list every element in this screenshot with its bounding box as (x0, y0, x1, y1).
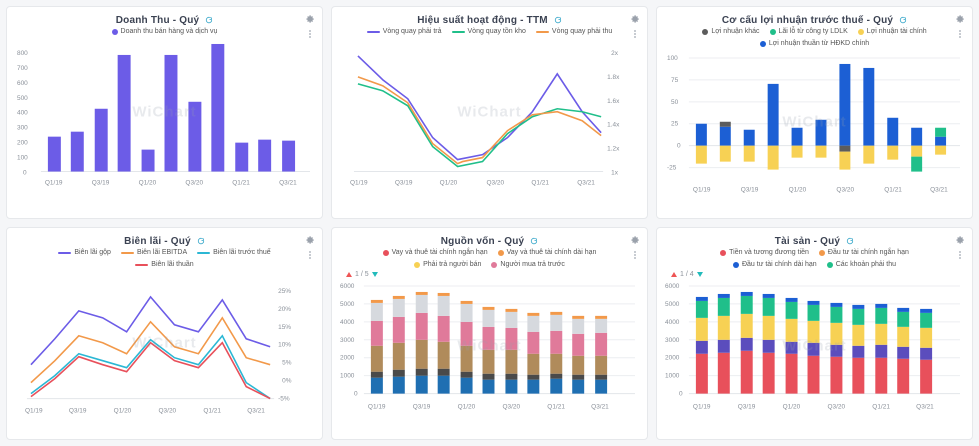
page-title (15, 236, 314, 247)
legend-item[interactable] (112, 27, 218, 36)
refresh-icon[interactable] (554, 16, 562, 24)
card-title-text: Biên lãi - Quý (124, 236, 191, 247)
svg-text:Q1/20: Q1/20 (439, 179, 458, 187)
svg-text:800: 800 (16, 49, 28, 57)
svg-text:-5%: -5% (278, 395, 290, 403)
pager-note[interactable] (346, 271, 639, 278)
legend-label: Người mua trả trước (500, 261, 565, 268)
svg-text:200: 200 (16, 139, 28, 147)
svg-text:2x: 2x (611, 49, 618, 57)
legend-label: Biên lãi thuần (151, 261, 194, 268)
chart-nguon-von (340, 279, 639, 419)
svg-text:Q1/21: Q1/21 (872, 403, 890, 411)
chart-tai-san (665, 279, 964, 419)
page-title (340, 236, 639, 247)
gear-icon[interactable] (954, 234, 965, 245)
svg-text:Q1/20: Q1/20 (138, 179, 157, 187)
svg-text:700: 700 (16, 64, 28, 72)
gear-icon[interactable] (629, 234, 640, 245)
svg-text:0: 0 (676, 142, 681, 150)
svg-text:Q1/21: Q1/21 (547, 403, 565, 411)
legend-item[interactable] (819, 248, 909, 257)
legend-item[interactable] (491, 260, 564, 269)
svg-text:Q1/20: Q1/20 (788, 186, 807, 194)
gear-icon[interactable] (304, 234, 315, 245)
legend-label: Vòng quay tồn kho (467, 28, 526, 35)
watermark: WiChart (132, 103, 197, 121)
svg-text:Q3/19: Q3/19 (412, 403, 431, 411)
svg-text:4000: 4000 (340, 318, 355, 326)
page-title (340, 15, 639, 26)
legend-label: Lãi lỗ từ công ty LDLK (778, 28, 848, 35)
legend-swatch-icon (121, 252, 134, 254)
svg-text:400: 400 (16, 109, 28, 117)
legend-swatch-icon (819, 250, 825, 256)
svg-text:Q3/19: Q3/19 (737, 403, 756, 411)
svg-text:Q1/21: Q1/21 (232, 179, 250, 187)
legend-swatch-icon (702, 29, 708, 35)
svg-text:Q3/20: Q3/20 (836, 186, 855, 194)
card-co-cau-loi-nhuan (656, 6, 973, 219)
svg-text:600: 600 (16, 79, 28, 87)
legend-label: Lợi nhuận tài chính (866, 28, 927, 35)
legend-item[interactable] (135, 260, 193, 269)
svg-text:Q3/21: Q3/21 (279, 179, 297, 187)
svg-text:Q3/20: Q3/20 (486, 179, 505, 187)
chart-svg (340, 38, 639, 192)
card-doanh-thu (6, 6, 323, 219)
legend-item[interactable] (536, 27, 612, 36)
svg-text:0%: 0% (282, 377, 292, 385)
legend-hieu-suat (354, 27, 625, 36)
legend-item[interactable] (414, 260, 481, 269)
card-title-text: Nguồn vốn - Quý (440, 236, 525, 247)
legend-swatch-icon (58, 252, 71, 254)
legend-swatch-icon (536, 31, 549, 33)
svg-text:500: 500 (16, 94, 28, 102)
legend-bien-lai (29, 248, 300, 269)
legend-tai-san (679, 248, 950, 269)
svg-text:1x: 1x (611, 169, 618, 177)
triangle-up-icon (346, 272, 352, 277)
card-title-text: Hiệu suất hoạt động - TTM (417, 15, 548, 26)
more-options-icon[interactable] (959, 29, 962, 40)
svg-text:Q1/21: Q1/21 (531, 179, 549, 187)
chart-bien-lai (15, 271, 314, 421)
legend-label: Đầu tư tài chính ngắn hạn (827, 249, 909, 256)
svg-text:Q3/19: Q3/19 (91, 179, 110, 187)
svg-text:Q1/19: Q1/19 (367, 403, 386, 411)
chart-svg (665, 279, 964, 419)
page-title (665, 15, 964, 26)
legend-swatch-icon (383, 250, 389, 256)
card-hieu-suat (331, 6, 648, 219)
svg-text:100: 100 (16, 154, 28, 162)
svg-text:Q1/21: Q1/21 (203, 407, 221, 415)
svg-text:Q1/21: Q1/21 (884, 186, 902, 194)
svg-text:50: 50 (670, 98, 679, 106)
svg-text:Q3/20: Q3/20 (827, 403, 846, 411)
legend-label: Doanh thu bán hàng và dịch vụ (120, 28, 218, 35)
legend-label: Các khoản phải thu (835, 261, 897, 268)
chart-co-cau-loi-nhuan (665, 50, 964, 200)
refresh-icon[interactable] (197, 237, 205, 245)
legend-item[interactable] (770, 27, 848, 36)
triangle-down-icon (372, 272, 378, 277)
svg-text:Q1/20: Q1/20 (782, 403, 801, 411)
svg-text:Q3/21: Q3/21 (577, 179, 595, 187)
triangle-down-icon (697, 272, 703, 277)
svg-text:4000: 4000 (665, 318, 680, 326)
svg-text:3000: 3000 (665, 336, 680, 344)
gear-icon[interactable] (629, 13, 640, 24)
legend-swatch-icon (733, 262, 739, 268)
refresh-icon[interactable] (205, 16, 213, 24)
svg-text:6000: 6000 (340, 282, 355, 290)
legend-swatch-icon (827, 262, 833, 268)
legend-swatch-icon (770, 29, 776, 35)
legend-swatch-icon (135, 264, 148, 266)
legend-swatch-icon (491, 262, 497, 268)
triangle-up-icon (671, 272, 677, 277)
more-options-icon[interactable] (959, 250, 962, 261)
legend-swatch-icon (858, 29, 864, 35)
svg-text:Q3/21: Q3/21 (591, 403, 609, 411)
refresh-icon[interactable] (846, 237, 854, 245)
svg-text:2000: 2000 (340, 354, 355, 362)
svg-text:1000: 1000 (340, 372, 355, 380)
svg-text:Q1/19: Q1/19 (692, 186, 711, 194)
card-tai-san (656, 227, 973, 440)
legend-item[interactable] (367, 27, 442, 36)
pager-note[interactable] (671, 271, 964, 278)
legend-item[interactable] (858, 27, 927, 36)
svg-text:1000: 1000 (665, 372, 680, 380)
refresh-icon[interactable] (899, 16, 907, 24)
legend-item[interactable] (760, 39, 869, 48)
legend-swatch-icon (414, 262, 420, 268)
legend-label: Lợi nhuận thuần từ HĐKD chính (768, 40, 870, 47)
more-options-icon[interactable] (309, 250, 312, 261)
svg-text:75: 75 (670, 76, 679, 84)
card-nguon-von (331, 227, 648, 440)
svg-text:Q1/20: Q1/20 (113, 407, 132, 415)
svg-text:Q3/21: Q3/21 (930, 186, 948, 194)
svg-text:Q3/20: Q3/20 (185, 179, 204, 187)
watermark: WiChart (782, 337, 847, 355)
svg-text:Q3/19: Q3/19 (394, 179, 413, 187)
svg-text:Q3/20: Q3/20 (158, 407, 177, 415)
svg-text:1.2x: 1.2x (607, 145, 620, 153)
card-title-text: Cơ cấu lợi nhuận trước thuế - Quý (721, 15, 894, 26)
legend-item[interactable] (121, 248, 187, 257)
watermark: WiChart (782, 113, 847, 131)
svg-text:Q3/21: Q3/21 (247, 407, 265, 415)
svg-text:300: 300 (16, 124, 28, 132)
legend-co-cau (679, 27, 950, 48)
svg-text:Q1/19: Q1/19 (349, 179, 368, 187)
svg-text:5000: 5000 (340, 300, 355, 308)
watermark: WiChart (457, 103, 522, 121)
legend-label: Đầu tư tài chính dài hạn (741, 261, 817, 268)
legend-swatch-icon (720, 250, 726, 256)
svg-text:Q3/20: Q3/20 (502, 403, 521, 411)
refresh-icon[interactable] (530, 237, 538, 245)
chart-svg (15, 38, 314, 192)
svg-text:5%: 5% (282, 359, 292, 367)
svg-text:Q1/19: Q1/19 (692, 403, 711, 411)
svg-text:25%: 25% (278, 287, 292, 295)
svg-text:6000: 6000 (665, 282, 680, 290)
legend-label: Vòng quay phải trả (382, 28, 442, 35)
legend-item[interactable] (702, 27, 759, 36)
legend-item[interactable] (827, 260, 896, 269)
svg-text:5000: 5000 (665, 300, 680, 308)
legend-doanh-thu (29, 27, 300, 36)
legend-label: Biên lãi gộp (74, 249, 111, 256)
legend-nguon-von (354, 248, 625, 269)
svg-text:0: 0 (678, 390, 683, 398)
svg-text:10%: 10% (278, 341, 292, 349)
legend-label: Biên lãi EBITDA (136, 249, 188, 256)
svg-text:2000: 2000 (665, 354, 680, 362)
chart-hieu-suat (340, 38, 639, 192)
svg-text:Q3/21: Q3/21 (916, 403, 934, 411)
legend-swatch-icon (760, 41, 766, 47)
svg-text:1.4x: 1.4x (607, 121, 620, 129)
card-bien-lai (6, 227, 323, 440)
svg-text:Q3/19: Q3/19 (68, 407, 87, 415)
legend-item[interactable] (498, 248, 597, 257)
chart-svg (665, 50, 964, 200)
legend-item[interactable] (58, 248, 111, 257)
gear-icon[interactable] (954, 13, 965, 24)
legend-label: Phải trả người bán (423, 261, 482, 268)
legend-label: Vòng quay phải thu (551, 28, 613, 35)
svg-text:3000: 3000 (340, 336, 355, 344)
legend-swatch-icon (498, 250, 504, 256)
chart-svg (15, 271, 314, 421)
svg-text:0: 0 (353, 390, 358, 398)
legend-swatch-icon (112, 29, 118, 35)
page-title (665, 236, 964, 247)
svg-text:1.8x: 1.8x (607, 73, 620, 81)
legend-swatch-icon (367, 31, 380, 33)
legend-label: Vay và thuê tài chính ngắn hạn (391, 249, 488, 256)
pager-label: 1 / 5 (355, 271, 369, 278)
chart-svg (340, 279, 639, 419)
svg-text:-25: -25 (666, 164, 677, 172)
legend-item[interactable] (383, 248, 488, 257)
page-title (15, 15, 314, 26)
card-title-text: Doanh Thu - Quý (115, 15, 200, 26)
legend-swatch-icon (197, 252, 210, 254)
chart-doanh-thu (15, 38, 314, 192)
legend-swatch-icon (452, 31, 465, 33)
watermark: WiChart (132, 334, 197, 352)
svg-text:100: 100 (666, 54, 678, 62)
watermark: WiChart (457, 337, 522, 355)
svg-text:Q1/19: Q1/19 (44, 179, 63, 187)
legend-item[interactable] (452, 27, 526, 36)
more-options-icon[interactable] (634, 250, 637, 261)
svg-text:Q1/20: Q1/20 (457, 403, 476, 411)
svg-text:20%: 20% (278, 305, 292, 313)
svg-text:Q1/19: Q1/19 (24, 407, 43, 415)
svg-text:Q3/19: Q3/19 (740, 186, 759, 194)
svg-text:0: 0 (22, 169, 27, 177)
legend-item[interactable] (733, 260, 817, 269)
svg-text:15%: 15% (278, 323, 292, 331)
legend-item[interactable] (720, 248, 809, 257)
gear-icon[interactable] (304, 13, 315, 24)
svg-text:1.6x: 1.6x (607, 97, 620, 105)
legend-label: Vay và thuê tài chính dài hạn (506, 249, 597, 256)
card-title-text: Tài sản - Quý (774, 236, 841, 247)
legend-item[interactable] (197, 248, 271, 257)
legend-label: Lợi nhuận khác (711, 28, 760, 35)
svg-text:25: 25 (670, 120, 679, 128)
pager-label: 1 / 4 (680, 271, 694, 278)
legend-label: Biên lãi trước thuế (213, 249, 271, 256)
legend-label: Tiền và tương đương tiền (729, 249, 809, 256)
